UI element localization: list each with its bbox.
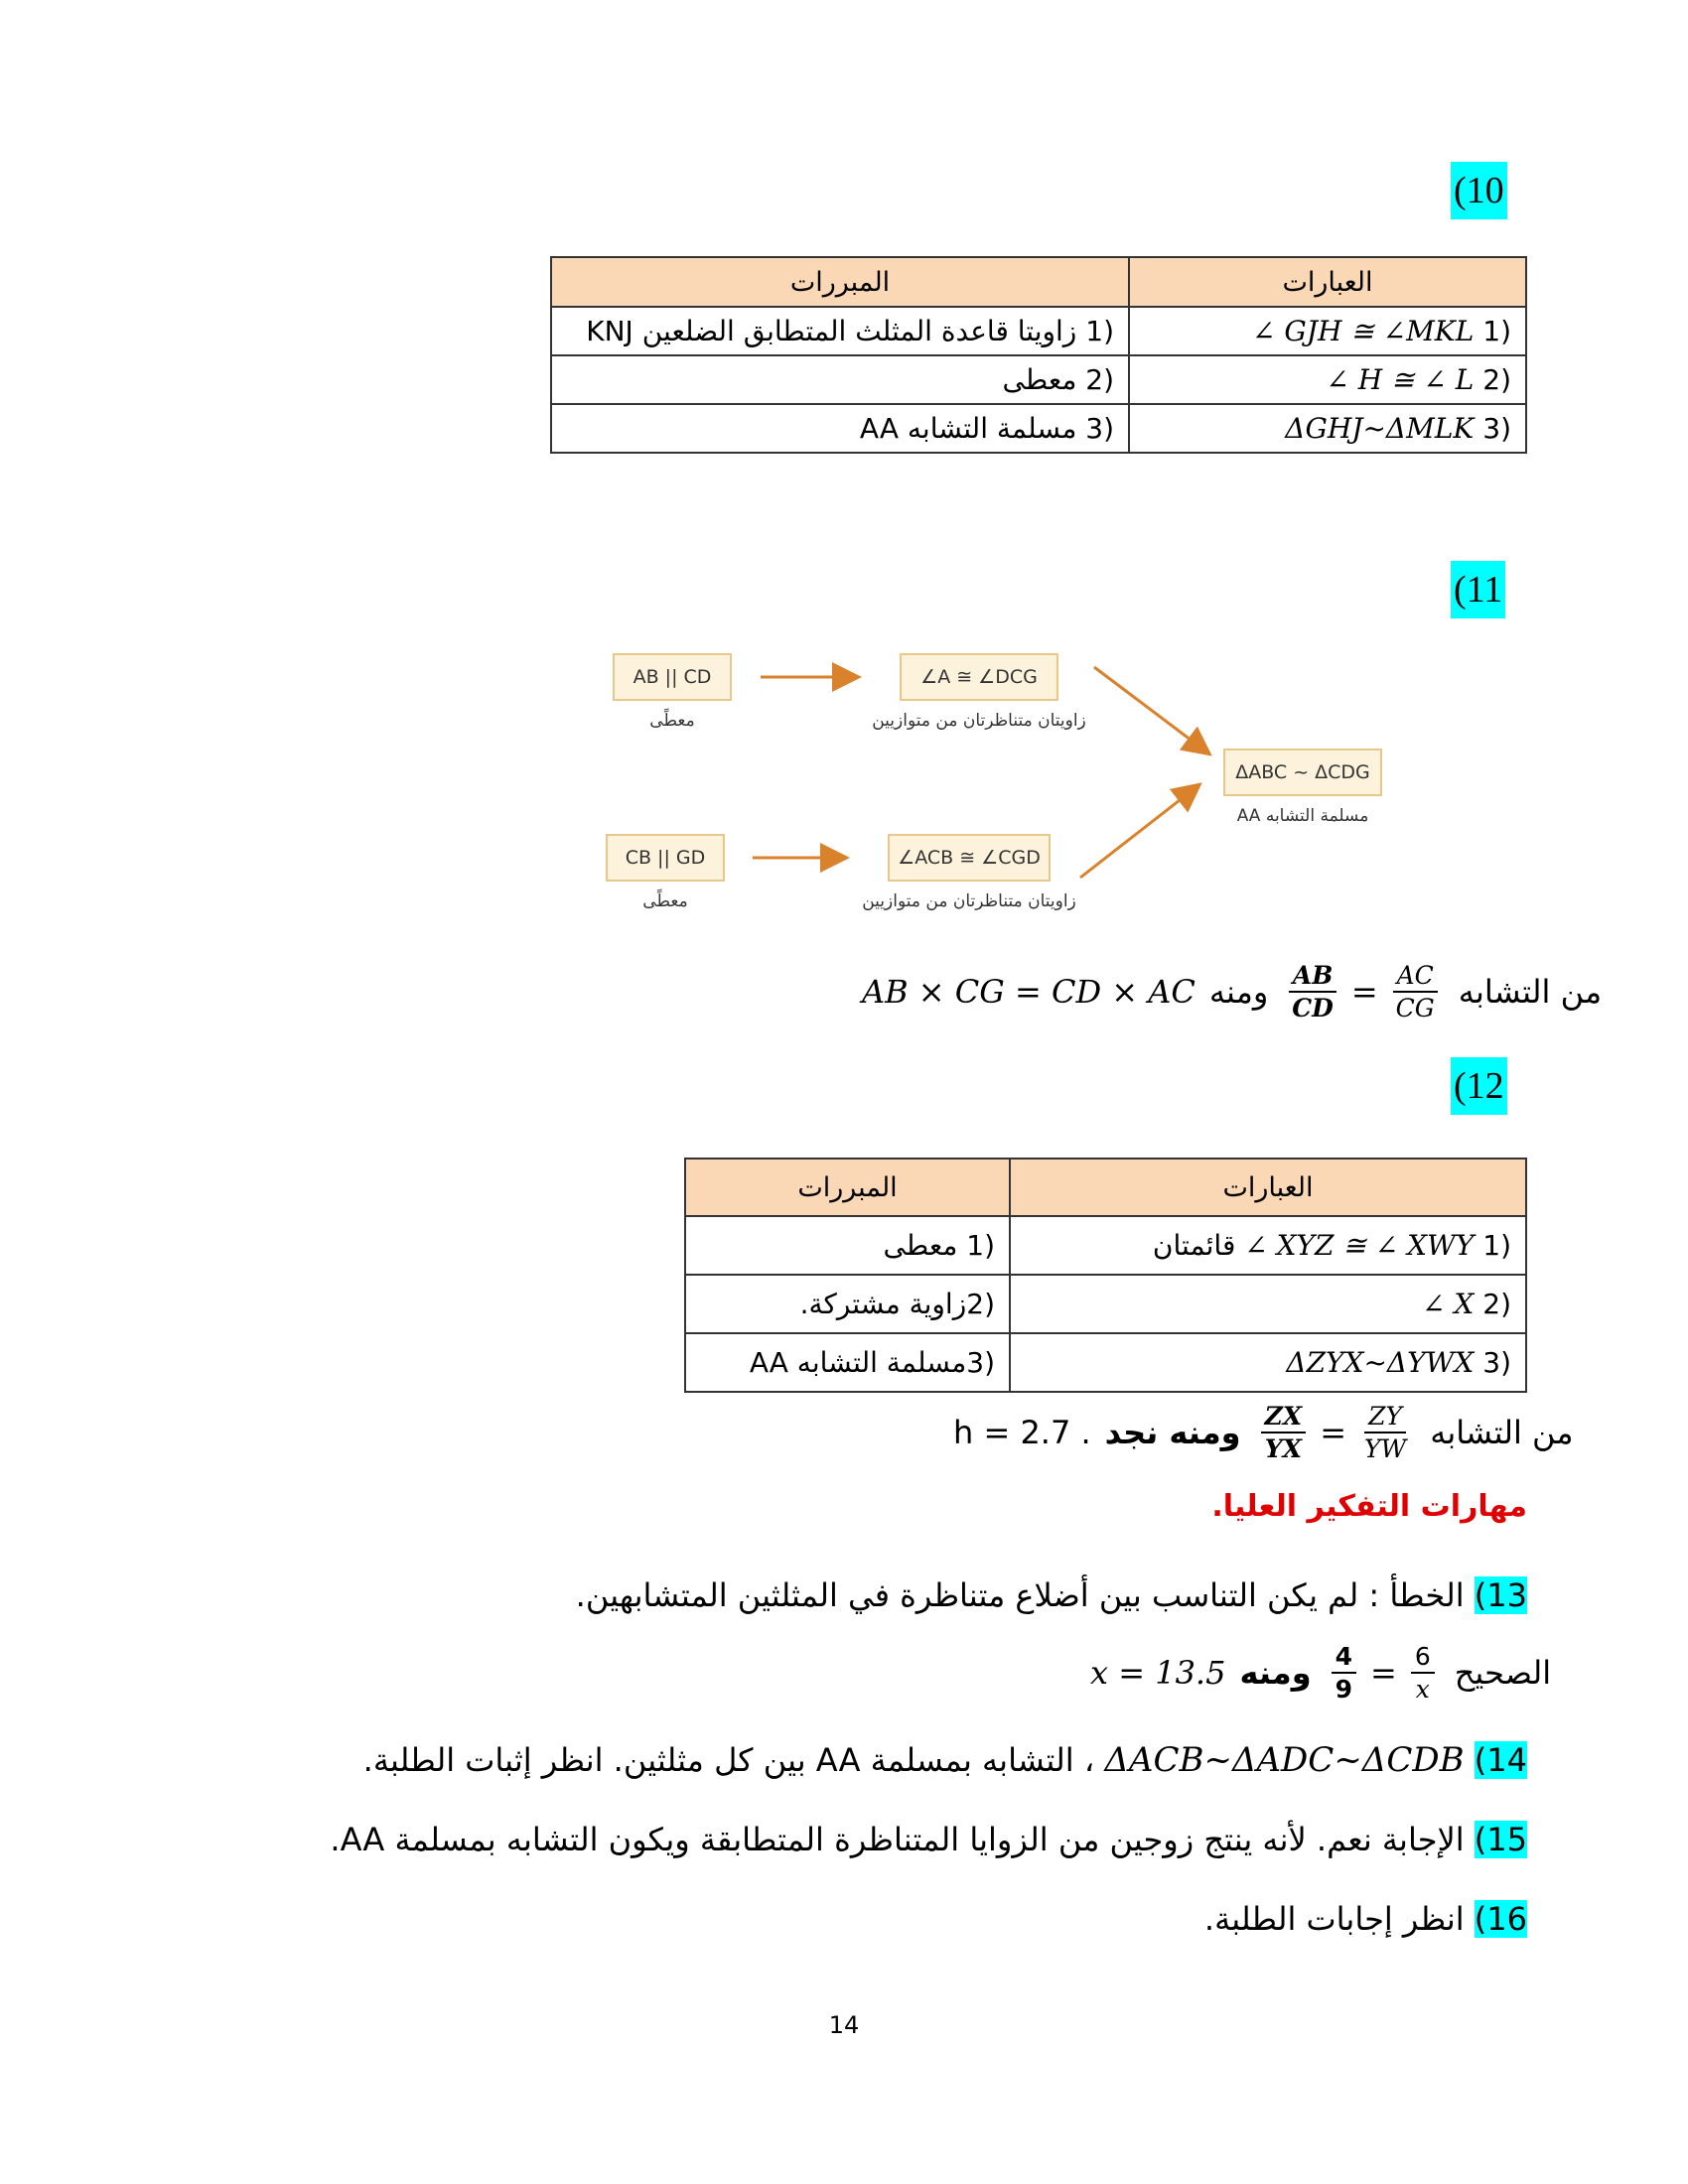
- statement-cell: (3 ΔGHJ~ΔMLK: [1129, 404, 1526, 453]
- header-reasons: المبررات: [685, 1159, 1010, 1216]
- q16-line: [1204, 1890, 1527, 1948]
- proof-table-12: [684, 1158, 1527, 1393]
- flow-caption: مسلمة التشابه AA: [1236, 806, 1369, 826]
- reason-cell: (1 زاويتا قاعدة المثلث المتطابق الضلعين KNJ: [551, 307, 1129, 355]
- flow-box-conclusion: ΔABC ~ ΔCDG: [1223, 749, 1382, 796]
- flow-caption: معطًى: [642, 891, 688, 911]
- statement-cell: (2 ∠ X: [1010, 1275, 1526, 1333]
- header-reasons: المبررات: [551, 257, 1129, 307]
- flow-caption: معطًى: [649, 711, 695, 731]
- reason-cell: (3مسلمة التشابه AA: [685, 1333, 1010, 1392]
- q15-text: الإجابة نعم. لأنه ينتج زوجين من الزوايا المتناظرة المتطابقة ويكون التشابه بمسلمة AA.: [330, 1821, 1465, 1858]
- q15-number: 15): [1474, 1821, 1527, 1858]
- flow-caption: زاويتان متناظرتان من متوازيين: [872, 711, 1086, 731]
- question-11-label: (11: [1451, 561, 1505, 618]
- statement-cell: (1 ∠ XYZ ≅ ∠ XWY قائمتان: [1010, 1216, 1526, 1275]
- q16-text: انظر إجابات الطلبة.: [1203, 1900, 1465, 1938]
- statement-cell: (1 ∠ GJH ≅ ∠MKL: [1129, 307, 1526, 355]
- flow-box-angle-2: ∠ACB ≅ ∠CGD: [888, 834, 1051, 882]
- q14-number: 14): [1474, 1741, 1527, 1779]
- q14-line: [363, 1731, 1527, 1789]
- q14-math: ΔACB~ΔADC~ΔCDB: [1104, 1740, 1465, 1780]
- reason-cell: (2 معطى: [551, 355, 1129, 404]
- statement-cell: (3 ΔZYX~ΔYWX: [1010, 1333, 1526, 1392]
- statement-cell: (2 ∠ H ≅ ∠ L: [1129, 355, 1526, 404]
- flow-box-given-1: AB || CD: [613, 653, 732, 701]
- flow-caption: زاويتان متناظرتان من متوازيين: [862, 891, 1076, 911]
- q12-equation: h = 2.7 . ومنه نجد $\frac{ZX}{YX}$ = $\frac{ZY}{YW}$ من التشابه: [953, 1401, 1574, 1463]
- q15-line: [330, 1811, 1527, 1868]
- reason-cell: (3 مسلمة التشابه AA: [551, 404, 1129, 453]
- q13-number: 13): [1474, 1576, 1527, 1614]
- q14-text: ، التشابه بمسلمة AA بين كل مثلثين. انظر إثبات الطلبة.: [362, 1741, 1095, 1779]
- reason-cell: (1 معطى: [685, 1216, 1010, 1275]
- header-statements: العبارات: [1129, 257, 1526, 307]
- question-12-label: (12: [1451, 1057, 1507, 1115]
- q11-equation: AB × CG = CD × AC ومنه $\frac{AB}{CD}$ = $\frac{AC}{CG}$ من التشابه: [862, 960, 1603, 1023]
- header-statements: العبارات: [1010, 1159, 1526, 1216]
- reason-cell: (2زاوية مشتركة.: [685, 1275, 1010, 1333]
- q16-number: 16): [1474, 1900, 1527, 1938]
- arrow-diagonal-icon: [1094, 667, 1207, 752]
- question-10-label: (10: [1451, 162, 1507, 219]
- flow-box-angle-1: ∠A ≅ ∠DCG: [900, 653, 1058, 701]
- q13-equation: x = 13.5 ومنه $\frac{4}{9}$ = $\frac{6}{x}$ الصحيح: [1090, 1641, 1552, 1704]
- flow-box-given-2: CB || GD: [606, 834, 725, 882]
- q13-line: [576, 1567, 1527, 1624]
- page-number: 14: [828, 2011, 860, 2039]
- arrow-diagonal-icon: [1080, 786, 1197, 878]
- hots-title: مهارات التفكير العليا.: [1211, 1489, 1527, 1524]
- q13-text: الخطأ : لم يكن التناسب بين أضلاع متناظرة في المثلثين المتشابهين.: [575, 1576, 1465, 1614]
